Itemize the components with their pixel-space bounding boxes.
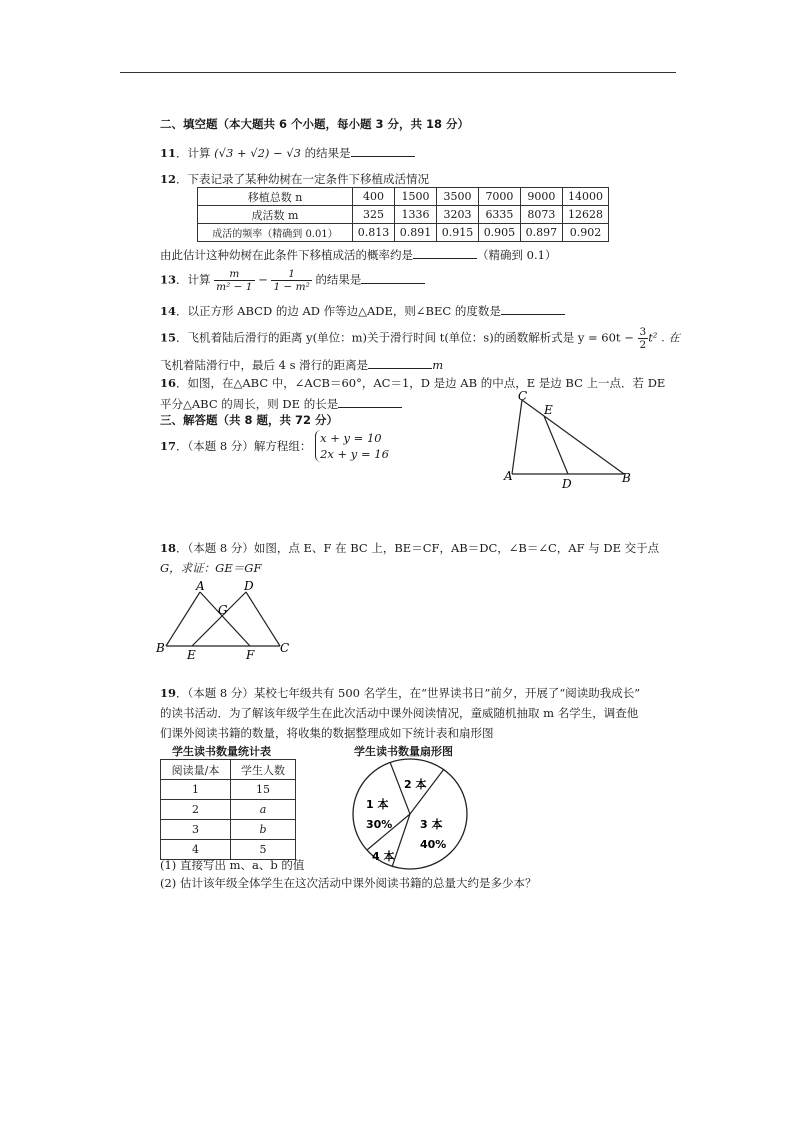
q13-prefix: ．计算 xyxy=(176,272,211,287)
label-c: C xyxy=(518,389,528,403)
q19-number: 19 xyxy=(160,686,177,700)
pie-pct-1: 30% xyxy=(366,818,393,831)
q12-number: 12 xyxy=(160,172,177,186)
table-cell: 0.891 xyxy=(394,224,436,242)
q15-line1: ．飞机着陆后滑行的距离 y(单位：m)关于滑行时间 t(单位：s)的函数解析式是 y = 60t − xyxy=(176,330,634,345)
q17-equation-system xyxy=(315,430,389,462)
table-row xyxy=(198,206,609,224)
q15-frac-denominator: 2 xyxy=(639,339,647,351)
q18-figure xyxy=(154,580,294,660)
label-c: C xyxy=(280,641,290,655)
table-cell: 成活数 m xyxy=(198,206,353,224)
segment-ed xyxy=(192,592,246,646)
question-18-line1 xyxy=(160,540,659,556)
table-cell: 8073 xyxy=(520,206,562,224)
q15-fraction xyxy=(638,326,649,351)
q11-expression: (√3 + √2) − √3 xyxy=(214,146,301,160)
segment-ba xyxy=(166,592,200,646)
question-17 xyxy=(160,430,389,462)
table-row xyxy=(198,224,609,242)
question-14 xyxy=(160,302,565,319)
q16-line1: ．如图，在△ABC 中，∠ACB＝60°，AC＝1，D 是边 AB 的中点，E 是边 BC 上一点．若 DE xyxy=(176,376,666,390)
table-cell: 0.915 xyxy=(436,224,478,242)
table-cell: 3203 xyxy=(436,206,478,224)
table-cell: 15 xyxy=(230,780,295,800)
table-cell: 1500 xyxy=(394,188,436,206)
label-f: F xyxy=(246,648,255,660)
table-cell: 9000 xyxy=(520,188,562,206)
question-19-line1 xyxy=(160,685,640,701)
question-13 xyxy=(160,268,425,293)
table-cell: 3500 xyxy=(436,188,478,206)
pie-label-2: 2 本 xyxy=(404,778,427,791)
question-19-line2: 的读书活动．为了解该年级学生在此次活动中课外阅读情况，童威随机抽取 m 名学生，调查他 xyxy=(160,706,639,720)
question-11 xyxy=(160,144,415,161)
label-e: E xyxy=(544,403,553,417)
table-cell: 325 xyxy=(353,206,395,224)
table-cell: a xyxy=(230,800,295,820)
q17-equation-2: 2x + y = 16 xyxy=(320,447,389,461)
question-16-line2 xyxy=(160,395,402,412)
q12-intro: ．下表记录了某种幼树在一定条件下移植成活情况 xyxy=(176,172,430,186)
table-cell: 0.897 xyxy=(520,224,562,242)
label-g: G xyxy=(218,603,228,617)
question-19-line3: 们课外阅读书籍的数量，将收集的数据整理成如下统计表和扇形图 xyxy=(160,726,494,740)
table-header-cell: 阅读量/本 xyxy=(161,760,231,780)
q13-frac1-numerator: m xyxy=(214,268,254,281)
q12-conclusion: 由此估计这种幼树在此条件下移植成活的概率约是 xyxy=(160,248,413,262)
q18-number: 18 xyxy=(160,541,177,555)
q13-fraction-1 xyxy=(214,268,254,293)
q19-sub-2: (2) 估计该年级全体学生在这次活动中课外阅读书籍的总量大约是多少本？ xyxy=(160,876,537,890)
q13-suffix: 的结果是 xyxy=(315,272,362,287)
top-rule xyxy=(120,72,676,73)
table-header-row xyxy=(161,760,296,780)
q14-number: 14 xyxy=(160,304,177,318)
question-18-line2: G，求证：GE＝GF xyxy=(160,561,262,575)
table-cell: 6335 xyxy=(478,206,520,224)
label-e: E xyxy=(187,648,196,660)
q15-line2: 飞机着陆滑行中，最后 4 s 滑行的距离是 xyxy=(160,358,369,372)
segment-cb xyxy=(522,400,624,474)
table-cell: 0.905 xyxy=(478,224,520,242)
label-b: B xyxy=(156,641,165,655)
q13-frac1-denominator: m² − 1 xyxy=(216,281,253,293)
q14-text: ．以正方形 ABCD 的边 AD 作等边△ADE，则∠BEC 的度数是 xyxy=(176,304,501,318)
q13-fraction-2 xyxy=(271,268,311,293)
table-row xyxy=(161,800,296,820)
q19-pie-caption: 学生读书数量扇形图 xyxy=(354,745,453,758)
table-cell: 400 xyxy=(353,188,395,206)
question-15-line1 xyxy=(160,326,680,351)
q16-number: 16 xyxy=(160,376,177,390)
q18-line1: ．（本题 8 分）如图，点 E、F 在 BC 上，BE＝CF，AB＝DC，∠B＝∠C，AF 与 DE 交于点 xyxy=(176,541,660,555)
table-cell: b xyxy=(230,820,295,840)
q15-answer-blank[interactable] xyxy=(368,356,432,369)
table-cell: 0.813 xyxy=(353,224,395,242)
table-cell: 3 xyxy=(161,820,231,840)
segment-dc xyxy=(246,592,280,646)
label-d: D xyxy=(244,580,254,593)
q12-table xyxy=(197,187,609,242)
q19-table xyxy=(160,759,296,860)
table-cell: 4 xyxy=(161,840,231,860)
table-cell: 14000 xyxy=(562,188,608,206)
label-a: A xyxy=(504,469,513,483)
q13-minus: − xyxy=(258,272,268,287)
q13-number: 13 xyxy=(160,272,177,287)
table-cell: 0.902 xyxy=(562,224,608,242)
q15-unit: m xyxy=(432,358,444,372)
q15-frac-numerator: 3 xyxy=(639,326,647,338)
table-row xyxy=(198,188,609,206)
table-cell: 移植总数 n xyxy=(198,188,353,206)
pie-label-3: 3 本 xyxy=(420,818,443,831)
table-cell: 1 xyxy=(161,780,231,800)
q19-pie-chart xyxy=(348,756,472,872)
q14-answer-blank[interactable] xyxy=(501,302,565,315)
q11-number: 11 xyxy=(160,146,177,160)
q13-answer-blank[interactable] xyxy=(361,271,425,284)
q11-answer-blank[interactable] xyxy=(351,144,415,157)
segment-ca xyxy=(512,400,522,474)
q19-table-caption: 学生读书数量统计表 xyxy=(172,745,271,758)
q12-conclusion-line xyxy=(160,246,556,263)
question-12-intro xyxy=(160,171,429,187)
label-d: D xyxy=(562,477,572,491)
table-cell: 5 xyxy=(230,840,295,860)
q13-frac2-denominator: 1 − m² xyxy=(273,281,310,293)
q19-sub-1: (1) 直接写出 m、a、b 的值 xyxy=(160,858,305,872)
table-cell: 7000 xyxy=(478,188,520,206)
q17-text: ．（本题 8 分）解方程组： xyxy=(176,439,312,453)
pie-label-1: 1 本 xyxy=(366,798,389,811)
q12-answer-blank[interactable] xyxy=(413,246,477,259)
segment-af xyxy=(200,592,250,646)
label-b: B xyxy=(622,471,631,485)
table-cell: 成活的频率（精确到 0.01） xyxy=(198,224,353,242)
q17-number: 17 xyxy=(160,439,177,453)
pie-label-4: 4 本 xyxy=(372,850,395,863)
table-row xyxy=(161,780,296,800)
q11-suffix: 的结果是 xyxy=(304,146,351,160)
q15-line1-end: t² . 在 xyxy=(648,330,680,345)
question-15-line2 xyxy=(160,356,443,373)
q15-number: 15 xyxy=(160,330,177,345)
q16-line2: 平分△ABC 的周长，则 DE 的长是 xyxy=(160,397,339,411)
q19-line1: ．（本题 8 分）某校七年级共有 500 名学生，在“世界读书日”前夕，开展了“阅读助我成长” xyxy=(176,686,641,700)
table-cell: 1336 xyxy=(394,206,436,224)
table-row xyxy=(161,820,296,840)
section-2-title: 二、填空题（本大题共 6 个小题，每小题 3 分，共 18 分） xyxy=(160,117,470,131)
section-3-title: 三、解答题（共 8 题，共 72 分） xyxy=(160,413,339,427)
pie-pct-3: 40% xyxy=(420,838,447,851)
table-cell: 2 xyxy=(161,800,231,820)
table-header-cell: 学生人数 xyxy=(230,760,295,780)
q16-answer-blank[interactable] xyxy=(338,395,402,408)
q12-precision: （精确到 0.1） xyxy=(477,248,557,262)
q11-prefix: ．计算 xyxy=(176,146,211,160)
q16-triangle-figure xyxy=(500,388,640,492)
table-cell: 12628 xyxy=(562,206,608,224)
label-a: A xyxy=(196,580,205,593)
q13-frac2-numerator: 1 xyxy=(271,268,311,281)
q17-equation-1: x + y = 10 xyxy=(320,431,382,445)
